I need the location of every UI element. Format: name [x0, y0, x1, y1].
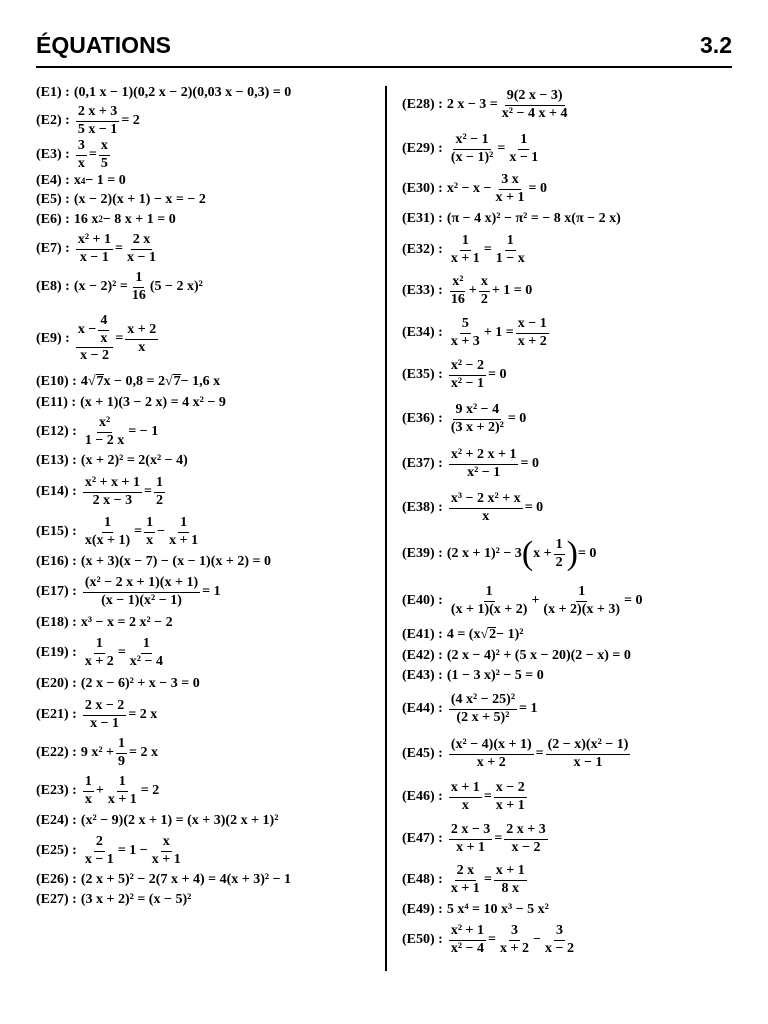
- equation-expression: 16 x 2 − 8 x + 1 = 0: [73, 211, 176, 227]
- equation-expression: $\frac{\text{x² − 2}}{\text{x² − 1}}$ = 0: [450, 357, 507, 391]
- equation-label: (E8) :: [36, 278, 70, 294]
- fraction: $\frac{1}{x - 1}$: [509, 131, 539, 165]
- fraction: $\frac{\text{x² + 1}}{x - 1}$: [77, 231, 112, 265]
- equation-expression: (1 − 3 x)² − 5 = 0: [446, 667, 544, 683]
- equation-e10: [36, 372, 381, 392]
- equation-e7: [36, 230, 381, 268]
- fraction: $\frac{1}{x + 1}$: [450, 232, 480, 266]
- fraction: $\frac{\text{9 x² − 4}}{\text{(3 x + 2)²}}$: [450, 401, 504, 435]
- fraction: $\frac{\text{x² + 2 x + 1}}{\text{x² − 1}}$: [450, 446, 517, 480]
- equation-expression: 2 x − 3 = $\frac{9(2 x - 3)}{\text{x² − 4 x + 4}}$: [446, 87, 568, 121]
- column-divider: [385, 86, 387, 971]
- equation-expression: $\frac{\text{x²}}{1 - 2 x}$ = − 1: [84, 414, 159, 448]
- equation-label: (E12) :: [36, 423, 77, 439]
- equation-label: (E2) :: [36, 112, 70, 128]
- fraction: $\frac{3}{x + 2}$: [500, 922, 529, 956]
- equation-expression: $\frac{\text{x²}}{16}$ + $\frac{x}{2}$ + 1 = 0: [450, 273, 533, 307]
- fraction: $\frac{5}{x + 3}$: [450, 315, 480, 349]
- fraction: $\frac{2 x}{x + 1}$: [450, 862, 480, 896]
- equation-expression: 5 x⁴ = 10 x³ − 5 x²: [446, 901, 549, 917]
- equation-e8: [36, 268, 381, 306]
- equation-e22: [36, 734, 381, 772]
- equation-expression: $\frac{\text{(x² − 2 x + 1)(x + 1)}}{\text{(x − 1)(x² − 1)}}$ = 1: [84, 574, 221, 608]
- equation-expression: $\frac{\text{(x² − 4)(x + 1)}}{x + 2}$ = $\frac{\text{(2 − x)(x² − 1)}}{x - 1}$: [450, 736, 629, 770]
- fraction: $\frac{1}{(x + 2)(x + 3)}$: [543, 583, 621, 617]
- fraction: $\frac{2}{x - 1}$: [84, 833, 114, 867]
- equation-e50: [402, 920, 742, 960]
- equation-expression: $\frac{1}{(x + 1)(x + 2)}$ + $\frac{1}{(x + 2)(x + 3)}$ = 0: [450, 583, 643, 617]
- fraction: $\frac{2 x - 3}{x + 1}$: [450, 821, 491, 855]
- equation-e46: [402, 776, 742, 818]
- equation-e49: [402, 900, 742, 920]
- equation-expression: x² − x − $\frac{3 x}{x + 1}$ = 0: [446, 171, 547, 205]
- fraction: $\frac{2 x - 2}{x - 1}$: [84, 697, 125, 731]
- fraction: $\frac{\text{x² − 1}}{\text{(x − 1)²}}$: [450, 131, 494, 165]
- equation-label: (E5) :: [36, 192, 70, 208]
- equation-label: (E25) :: [36, 842, 77, 858]
- equation-expression: (2 x − 6)² + x − 3 = 0: [80, 675, 200, 691]
- equation-label: (E47) :: [402, 830, 443, 846]
- equation-label: (E22) :: [36, 744, 77, 760]
- equation-expression: $\frac{\text{x² + 1}}{\text{x² − 4}}$ = $\frac{3}{x + 2}$ − $\frac{3}{x - 2}$: [450, 922, 574, 956]
- equation-e38: [402, 486, 742, 530]
- fraction: $\frac{\text{x²}}{16}$: [450, 273, 465, 307]
- equation-e9: [36, 306, 381, 372]
- equation-label: (E31) :: [402, 210, 443, 226]
- equation-e20: [36, 672, 381, 696]
- equation-e2: [36, 104, 381, 138]
- equation-e4: [36, 172, 381, 191]
- fraction: $\frac{1}{x}$: [146, 514, 154, 548]
- fraction: $\frac{x}{5}$: [100, 137, 108, 171]
- fraction: $\frac{3 x}{x + 1}$: [495, 171, 525, 205]
- page-title: ÉQUATIONS: [36, 32, 172, 58]
- equation-e29: [402, 128, 742, 170]
- equation-e34: [402, 312, 742, 354]
- fraction: $\frac{1}{9}$: [118, 735, 126, 769]
- equation-expression: (x + 2)² = 2(x² − 4): [80, 452, 188, 468]
- equation-expression: $\frac{1}{x + 2}$ = $\frac{1}{\text{x² − 4}}$: [84, 635, 163, 669]
- fraction: $\frac{\text{(x² − 2 x + 1)(x + 1)}}{\text{(x − 1)(x² − 1)}}$: [84, 574, 199, 608]
- equation-expression: x − $\frac{4}{x}$ x − 2 = $\frac{x + 2}{x}$: [77, 312, 157, 364]
- equation-label: (E38) :: [402, 499, 443, 515]
- equation-label: (E40) :: [402, 592, 443, 608]
- equation-expression: 9 x² + $\frac{1}{9}$ = 2 x: [80, 735, 158, 769]
- equation-expression: $\frac{2 x}{x + 1}$ = $\frac{x + 1}{8 x}$: [450, 862, 525, 896]
- equation-label: (E45) :: [402, 745, 443, 761]
- equation-label: (E50) :: [402, 931, 443, 947]
- fraction: $\frac{1}{2}$: [155, 474, 163, 508]
- equation-e6: [36, 210, 381, 230]
- equation-expression: $\frac{\text{x² − 1}}{\text{(x − 1)²}}$ = $\frac{1}{x - 1}$: [450, 131, 539, 165]
- equation-label: (E4) :: [36, 173, 70, 189]
- equation-expression: $\frac{1}{x + 1}$ = $\frac{1}{1 - x}$: [450, 232, 525, 266]
- equation-label: (E9) :: [36, 330, 70, 346]
- equation-label: (E37) :: [402, 455, 443, 471]
- fraction: $\frac{\text{(x² − 4)(x + 1)}}{x + 2}$: [450, 736, 532, 770]
- equation-e5: [36, 191, 381, 210]
- equation-expression: (x − 2)(x + 1) − x = − 2: [73, 192, 206, 208]
- equation-expression: $\frac{\text{x³ − 2 x² + x}}{x}$ = 0: [450, 490, 544, 524]
- fraction: $\frac{\text{(2 − x)(x² − 1)}}{x - 1}$: [547, 736, 629, 770]
- equation-expression: x³ − x = 2 x² − 2: [80, 614, 173, 630]
- equation-expression: $\frac{\text{x² + x + 1}}{2 x - 3}$ = $\frac{1}{2}$: [84, 474, 163, 508]
- equation-label: (E23) :: [36, 782, 77, 798]
- fraction: $\frac{x + 1}{x}$: [450, 779, 480, 813]
- equation-e13: [36, 450, 381, 472]
- equation-e47: [402, 818, 742, 860]
- equation-expression: (x + 1)(3 − 2 x) = 4 x² − 9: [80, 394, 226, 410]
- equation-label: (E44) :: [402, 700, 443, 716]
- fraction: $\frac{\text{x² − 2}}{\text{x² − 1}}$: [450, 357, 485, 391]
- equation-label: (E24) :: [36, 812, 77, 828]
- equation-label: (E35) :: [402, 366, 443, 382]
- equation-expression: $\frac{\text{x² + 1}}{x - 1}$ = $\frac{2 x}{x - 1}$: [77, 231, 156, 265]
- right-column: [402, 82, 742, 960]
- equation-label: (E11) :: [36, 394, 77, 410]
- equation-expression: (π − 4 x)² − π² = − 8 x(π − 2 x): [446, 210, 621, 226]
- equation-e18: [36, 612, 381, 634]
- equation-e24: [36, 810, 381, 832]
- fraction: $\frac{\text{x²}}{1 - 2 x}$: [84, 414, 125, 448]
- fraction: $\frac{\text{(4 x² − 25)²}}{\text{(2 x + 5)²}}$: [450, 691, 516, 725]
- equation-e37: [402, 442, 742, 486]
- section-number: 3.2: [700, 32, 732, 58]
- equation-label: (E17) :: [36, 583, 77, 599]
- equation-expression: 4 √ 7 x − 0,8 = 2 √ 7 − 1,6 x: [80, 373, 221, 390]
- equation-expression: (x + 3)(x − 7) − (x − 1)(x + 2) = 0: [80, 553, 271, 569]
- equation-expression: 4 = (x √ 2 − 1)²: [446, 626, 524, 643]
- equation-label: (E14) :: [36, 483, 77, 499]
- equation-label: (E27) :: [36, 891, 77, 907]
- equation-label: (E43) :: [402, 667, 443, 683]
- equation-e15: [36, 512, 381, 552]
- equation-label: (E26) :: [36, 871, 77, 887]
- equation-label: (E30) :: [402, 180, 443, 196]
- equation-e35: [402, 354, 742, 396]
- fraction: x − $\frac{4}{x}$ x − 2: [76, 314, 113, 364]
- equation-label: (E19) :: [36, 644, 77, 660]
- equation-label: (E41) :: [402, 626, 443, 642]
- equation-e27: [36, 890, 381, 910]
- equation-expression: $\frac{\text{x² + 2 x + 1}}{\text{x² − 1}}$ = 0: [450, 446, 539, 480]
- equation-expression: (2 x − 4)² + (5 x − 20)(2 − x) = 0: [446, 647, 631, 663]
- equation-e48: [402, 860, 742, 900]
- fraction: $\frac{x + 1}{8 x}$: [495, 862, 525, 896]
- equation-e36: [402, 396, 742, 442]
- equation-e45: [402, 732, 742, 776]
- equation-expression: $\frac{1}{x(x + 1)}$ = $\frac{1}{x}$ − $\frac{1}{x + 1}$: [84, 514, 199, 548]
- fraction: $\frac{3}{x - 2}$: [544, 922, 574, 956]
- fraction: $\frac{2 x + 3}{5 x - 1}$: [77, 103, 118, 137]
- fraction: $\frac{3}{x}$: [77, 137, 85, 171]
- fraction: $\frac{\text{x² + x + 1}}{2 x - 3}$: [84, 474, 140, 508]
- fraction: $\frac{1}{x(x + 1)}$: [84, 514, 131, 548]
- equation-label: (E34) :: [402, 324, 443, 340]
- equation-label: (E49) :: [402, 901, 443, 917]
- fraction: $\frac{2 x + 3}{x - 2}$: [506, 821, 546, 855]
- equation-e21: [36, 696, 381, 734]
- equation-e3: [36, 138, 381, 172]
- equation-expression: (x² − 9)(2 x + 1) = (x + 3)(2 x + 1)²: [80, 812, 279, 828]
- equation-expression: $\frac{5}{x + 3}$ + 1 = $\frac{x - 1}{x + 2}$: [450, 315, 547, 349]
- fraction: $\frac{x}{x + 1}$: [151, 833, 181, 867]
- equation-label: (E21) :: [36, 706, 77, 722]
- equation-e1: [36, 82, 381, 104]
- equation-e23: [36, 772, 381, 810]
- equation-expression: (0,1 x − 1)(0,2 x − 2)(0,03 x − 0,3) = 0: [73, 84, 292, 100]
- fraction: $\frac{x - 1}{x + 2}$: [517, 315, 547, 349]
- equation-label: (E18) :: [36, 614, 77, 630]
- equation-label: (E32) :: [402, 241, 443, 257]
- equation-e14: [36, 472, 381, 512]
- equation-e41: [402, 624, 742, 646]
- equation-e30: [402, 170, 742, 208]
- equation-expression: $\frac{2 x + 3}{5 x - 1}$ = 2: [77, 103, 140, 137]
- equation-e25: [36, 832, 381, 870]
- equation-e40: [402, 578, 742, 624]
- fraction: $\frac{1}{x + 1}$: [169, 514, 199, 548]
- equation-expression: $\frac{1}{x}$ + $\frac{1}{x + 1}$ = 2: [84, 773, 160, 807]
- equation-e33: [402, 270, 742, 312]
- equation-e16: [36, 552, 381, 572]
- equation-e43: [402, 666, 742, 686]
- equation-label: (E33) :: [402, 282, 443, 298]
- fraction: $\frac{2 x}{x - 1}$: [127, 231, 156, 265]
- equation-e32: [402, 230, 742, 270]
- equation-label: (E15) :: [36, 523, 77, 539]
- equation-label: (E10) :: [36, 373, 77, 389]
- equation-expression: $\frac{2 x - 3}{x + 1}$ = $\frac{2 x + 3}{x - 2}$: [450, 821, 546, 855]
- fraction: $\frac{1}{(x + 1)(x + 2)}$: [450, 583, 528, 617]
- fraction: $\frac{1}{x}$: [84, 773, 92, 807]
- equation-label: (E29) :: [402, 140, 443, 156]
- fraction: $\frac{x}{2}$: [480, 273, 488, 307]
- equation-e42: [402, 646, 742, 666]
- equation-expression: $\frac{\text{9 x² − 4}}{\text{(3 x + 2)²}}$ = 0: [450, 401, 527, 435]
- page-header: [36, 30, 732, 68]
- fraction: $\frac{x + 2}{x}$: [127, 321, 157, 355]
- equation-label: (E20) :: [36, 675, 77, 691]
- equation-expression: (2 x + 1)² − 3 ( x + $\frac{1}{2}$ ) = 0: [446, 534, 597, 572]
- equation-e19: [36, 634, 381, 672]
- fraction: $\frac{\text{x³ − 2 x² + x}}{x}$: [450, 490, 521, 524]
- equation-e17: [36, 572, 381, 612]
- equation-expression: (3 x + 2)² = (x − 5)²: [80, 891, 192, 907]
- equation-label: (E39) :: [402, 545, 443, 561]
- equation-label: (E42) :: [402, 647, 443, 663]
- fraction: $\frac{1}{\text{x² − 4}}$: [129, 635, 163, 669]
- equation-label: (E6) :: [36, 211, 70, 227]
- equation-e12: [36, 414, 381, 450]
- equation-label: (E48) :: [402, 871, 443, 887]
- fraction: $\frac{\text{x² + 1}}{\text{x² − 4}}$: [450, 922, 485, 956]
- equation-e26: [36, 870, 381, 890]
- equation-expression: $\frac{x + 1}{x}$ = $\frac{x - 2}{x + 1}$: [450, 779, 525, 813]
- equation-expression: (2 x + 5)² − 2(7 x + 4) = 4(x + 3)² − 1: [80, 871, 292, 887]
- fraction: $\frac{4}{x}$: [100, 312, 108, 346]
- equation-e28: [402, 82, 742, 128]
- equation-expression: x 4 − 1 = 0: [73, 173, 126, 189]
- equation-e11: [36, 392, 381, 414]
- left-column: [36, 82, 381, 910]
- equation-label: (E7) :: [36, 240, 70, 256]
- equation-label: (E28) :: [402, 96, 443, 112]
- equation-label: (E1) :: [36, 84, 70, 100]
- equation-e31: [402, 208, 742, 230]
- fraction: $\frac{9(2 x - 3)}{\text{x² − 4 x + 4}}$: [501, 87, 568, 121]
- equation-label: (E36) :: [402, 410, 443, 426]
- fraction: $\frac{1}{x + 2}$: [84, 635, 114, 669]
- equation-expression: (x − 2)² = $\frac{1}{16}$ (5 − 2 x)²: [73, 269, 203, 303]
- fraction: $\frac{1}{2}$: [555, 536, 563, 570]
- equation-expression: $\frac{\text{(4 x² − 25)²}}{\text{(2 x + 5)²}}$ = 1: [450, 691, 538, 725]
- equation-label: (E46) :: [402, 788, 443, 804]
- equation-expression: $\frac{2 x - 2}{x - 1}$ = 2 x: [84, 697, 158, 731]
- equation-label: (E13) :: [36, 452, 77, 468]
- equation-e44: [402, 686, 742, 732]
- equation-label: (E16) :: [36, 553, 77, 569]
- equation-expression: $\frac{3}{x}$ = $\frac{x}{5}$: [77, 137, 108, 171]
- equation-expression: $\frac{2}{x - 1}$ = 1 − $\frac{x}{x + 1}$: [84, 833, 181, 867]
- fraction: $\frac{1}{x + 1}$: [107, 773, 137, 807]
- equation-e39: [402, 530, 742, 578]
- fraction: $\frac{1}{16}$: [131, 269, 146, 303]
- fraction: $\frac{1}{1 - x}$: [495, 232, 525, 266]
- fraction: $\frac{x - 2}{x + 1}$: [495, 779, 525, 813]
- equation-label: (E3) :: [36, 146, 70, 162]
